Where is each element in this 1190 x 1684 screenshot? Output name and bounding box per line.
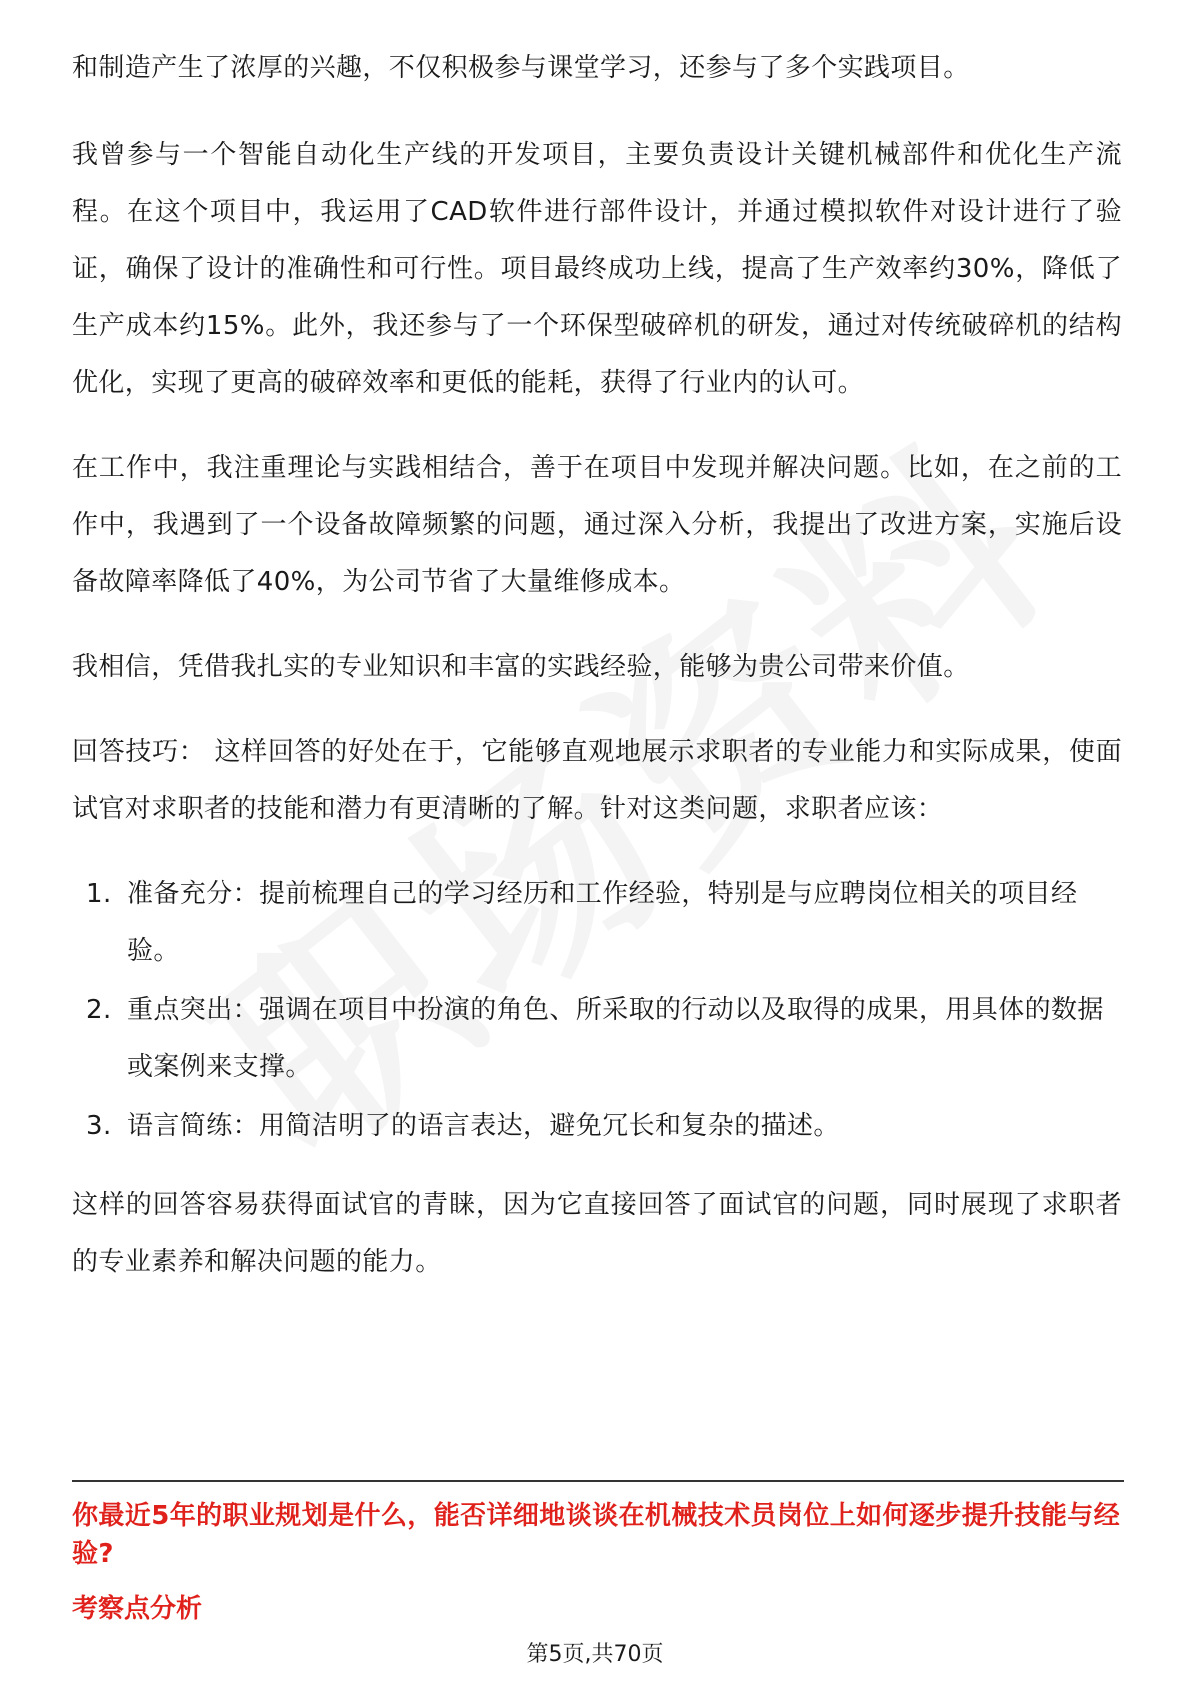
paragraph-closing: 这样的回答容易获得面试官的青睐，因为它直接回答了面试官的问题，同时展现了求职者的专业素养和解决问题的能力。 xyxy=(72,1190,1122,1277)
list-item xyxy=(72,1098,1122,1155)
list-item-text: 语言简练：用简洁明了的语言表达，避免冗长和复杂的描述。 xyxy=(127,1111,840,1141)
list-item-text: 重点突出：强调在项目中扮演的角色、所采取的行动以及取得的成果，用具体的数据或案例来支撑。 xyxy=(127,995,1104,1082)
section-title: 考察点分析 xyxy=(72,1594,203,1624)
list-item-number: 3. xyxy=(86,1111,112,1141)
section-divider xyxy=(72,1480,1124,1482)
list-item xyxy=(72,982,1122,1096)
list-item-number: 1. xyxy=(86,879,112,909)
paragraph-intro-continuation: 和制造产生了浓厚的兴趣，不仅积极参与课堂学习，还参与了多个实践项目。 xyxy=(72,53,970,83)
paragraph-answer-tips: 回答技巧： 这样回答的好处在于，它能够直观地展示求职者的专业能力和实际成果，使面试官对求职者的技能和潜力有更清晰的了解。针对这类问题，求职者应该： xyxy=(72,737,1122,824)
paragraph-confidence: 我相信，凭借我扎实的专业知识和丰富的实践经验，能够为贵公司带来价值。 xyxy=(72,652,970,682)
page-number: 第5页,共70页 xyxy=(526,1642,664,1667)
list-item xyxy=(72,866,1122,980)
list-item-text: 准备充分：提前梳理自己的学习经历和工作经验，特别是与应聘岗位相关的项目经验。 xyxy=(127,879,1078,966)
next-question-heading: 你最近5年的职业规划是什么，能否详细地谈谈在机械技术员岗位上如何逐步提升技能与经验? xyxy=(72,1501,1121,1569)
paragraph-project-experience: 我曾参与一个智能自动化生产线的开发项目，主要负责设计关键机械部件和优化生产流程。在这个项目中，我运用了CAD软件进行部件设计，并通过模拟软件对设计进行了验证，确保了设计的准确性和可行性。项目最终成功上线，提高了生产效率约30%，降低了生产成本约15%。此外，我还参与了一个环保型破碎机的研发，通过对传统破碎机的结构优化，实现了更高的破碎效率和更低的能耗，获得了行业内的认可。 xyxy=(72,140,1122,398)
paragraph-problem-solving: 在工作中，我注重理论与实践相结合，善于在项目中发现并解决问题。比如，在之前的工作中，我遇到了一个设备故障频繁的问题，通过深入分析，我提出了改进方案，实施后设备故障率降低了40%，为公司节省了大量维修成本。 xyxy=(72,453,1122,597)
list-item-number: 2. xyxy=(86,995,112,1025)
tips-list xyxy=(72,866,1122,1155)
document-body xyxy=(72,40,1122,1319)
